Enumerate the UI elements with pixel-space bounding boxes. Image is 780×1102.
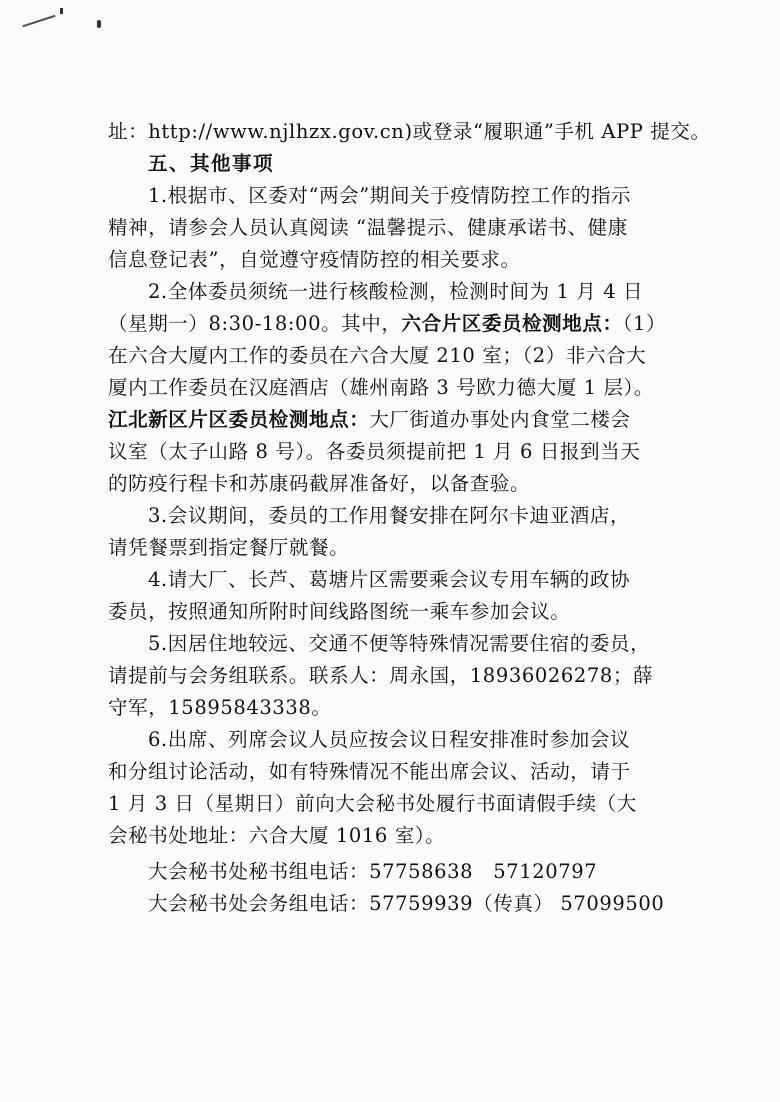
text-line: 址：http://www.njlhzx.gov.cn)或登录“履职通”手机 APP 提交。	[108, 120, 711, 143]
paragraph-6-line: 和分组讨论活动，如有特殊情况不能出席会议、活动，请于	[108, 760, 631, 783]
paragraph-6-line: 6.出席、列席会议人员应按会议日程安排准时参加会议	[148, 728, 631, 751]
bold-location-label: 六合片区委员检测地点：	[401, 312, 623, 335]
paragraph-4-line: 委员，按照通知所附时间线路图统一乘车参加会议。	[108, 600, 571, 623]
paragraph-2-line: 厦内工作委员在汉庭酒店（雄州南路 3 号欧力德大厦 1 层）。	[108, 376, 654, 399]
paragraph-3-line: 3.会议期间，委员的工作用餐安排在阿尔卡迪亚酒店，	[148, 504, 631, 527]
paragraph-3-line: 请凭餐票到指定餐厅就餐。	[108, 536, 350, 559]
paragraph-1-line: 信息登记表”，自觉遵守疫情防控的相关要求。	[108, 248, 521, 271]
paragraph-6-line: 1 月 3 日（星期日）前向大会秘书处履行书面请假手续（大	[108, 792, 637, 815]
paragraph-2-line: 议室（太子山路 8 号）。各委员须提前把 1 月 6 日报到当天	[108, 440, 641, 463]
paragraph-1-line: 1.根据市、区委对“两会”期间关于疫情防控工作的指示	[148, 184, 632, 207]
paragraph-2-line	[108, 404, 678, 436]
scan-artifact	[23, 15, 56, 27]
bold-location-label: 江北新区片区委员检测地点：	[108, 408, 370, 431]
paragraph-2-line: 的防疫行程卡和苏康码截屏准备好，以备查验。	[108, 472, 531, 495]
paragraph-5-line: 守军，15895843338。	[108, 696, 332, 719]
document-body	[108, 116, 711, 920]
contact-line: 大会秘书处秘书组电话：57758638 57120797	[148, 860, 598, 883]
text-span: （星期一）8:30-18:00。其中，	[108, 312, 402, 335]
text-span: （1）	[622, 312, 667, 335]
paragraph-6-line: 会秘书处地址：六合大厦 1016 室）。	[108, 824, 446, 847]
paragraph-2-line: 在六合大厦内工作的委员在六合大厦 210 室；（2）非六合大	[108, 344, 647, 367]
paragraph-5-line: 请提前与会务组联系。联系人：周永国，18936026278；薛	[108, 664, 654, 687]
paragraph-4-line: 4.请大厂、长芦、葛塘片区需要乘会议专用车辆的政协	[148, 568, 631, 591]
scan-artifact	[60, 8, 63, 14]
paragraph-1-line: 精神，请参会人员认真阅读 “温馨提示、健康承诺书、健康	[108, 216, 628, 239]
section-heading: 五、其他事项	[148, 152, 275, 175]
paragraph-2-line	[108, 308, 678, 340]
paragraph-2-line: 2.全体委员须统一进行核酸检测，检测时间为 1 月 4 日	[148, 280, 644, 303]
contact-line: 大会秘书处会务组电话：57759939（传真） 57099500	[148, 892, 665, 915]
paragraph-5-line: 5.因居住地较远、交通不便等特殊情况需要住宿的委员，	[148, 632, 651, 655]
text-span: 大厂街道办事处内食堂二楼会	[369, 408, 631, 431]
scan-artifact	[97, 20, 101, 28]
